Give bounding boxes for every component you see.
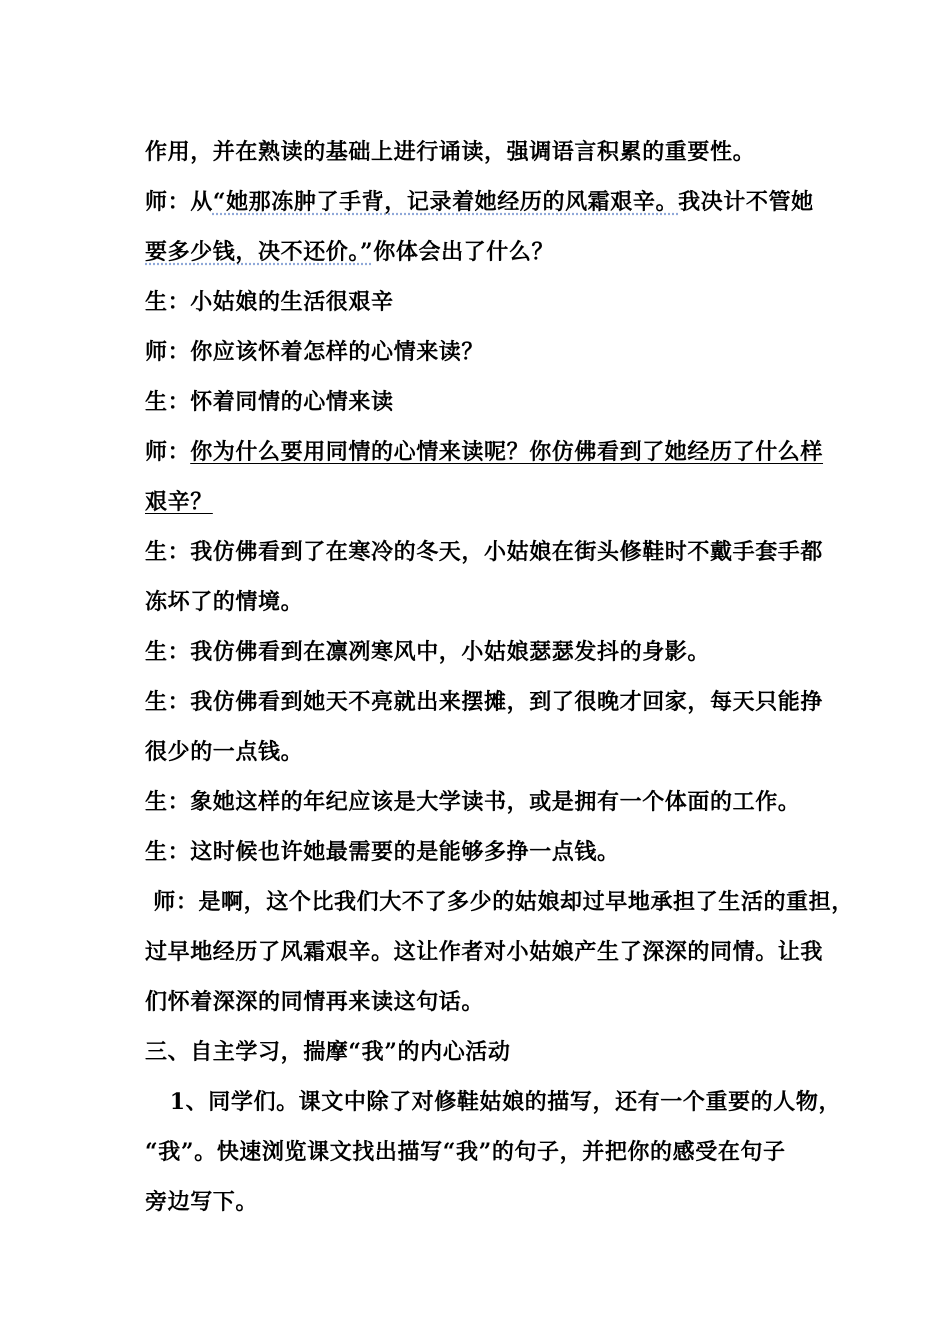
underlined-question: 艰辛？ <box>145 489 213 515</box>
text-line: 作用，并在熟读的基础上进行诵读，强调语言积累的重要性。 <box>145 139 756 165</box>
text-line: 师：是啊，这个比我们大不了多少的姑娘却过早地承担了生活的重担， <box>145 889 854 915</box>
text-line: 生：小姑娘的生活很艰辛 <box>145 289 394 315</box>
text-line: 师：从“她那冻肿了手背，记录着她经历的风霜艰辛。我决计不管她 <box>145 189 814 215</box>
text-line: 旁边写下。 <box>145 1189 259 1215</box>
text-line: 生：我仿佛看到在凛冽寒风中，小姑娘瑟瑟发抖的身影。 <box>145 639 711 665</box>
text-line: 师：你为什么要用同情的心情来读呢？你仿佛看到了她经历了什么样 <box>145 439 824 465</box>
section-heading: 三、自主学习，揣摩“我”的内心活动 <box>145 1039 511 1065</box>
text-line: 很少的一点钱。 <box>145 739 304 765</box>
text-line: 生：象她这样的年纪应该是大学读书，或是拥有一个体面的工作。 <box>145 789 801 815</box>
text-line: 1、同学们。课文中除了对修鞋姑娘的描写，还有一个重要的人物， <box>145 1089 842 1115</box>
text-line: “我”。快速浏览课文找出描写“我”的句子，并把你的感受在句子 <box>145 1139 786 1165</box>
text-line: 过早地经历了风霜艰辛。这让作者对小姑娘产生了深深的同情。让我 <box>145 939 824 965</box>
text-line: 师：你应该怀着怎样的心情来读？ <box>145 339 485 365</box>
text-line: 要多少钱，决不还价。”你体会出了什么？ <box>145 239 555 265</box>
marked-quote: 要多少钱，决不还价。” <box>145 239 374 265</box>
text-line: 生：我仿佛看到她天不亮就出来摆摊，到了很晚才回家，每天只能挣 <box>145 689 824 715</box>
text-line: 冻坏了的情境。 <box>145 589 304 615</box>
text-line: 生：我仿佛看到了在寒冷的冬天，小姑娘在街头修鞋时不戴手套手都 <box>145 539 824 565</box>
marked-quote: “她那冻肿了手背，记录着她经历的风霜艰辛。 <box>212 189 679 215</box>
text-line: 们怀着深深的同情再来读这句话。 <box>145 989 485 1015</box>
text-line: 生：怀着同情的心情来读 <box>145 389 394 415</box>
text-line <box>145 487 213 517</box>
text-line: 生：这时候也许她最需要的是能够多挣一点钱。 <box>145 839 620 865</box>
underlined-question: 你为什么要用同情的心情来读呢？你仿佛看到了她经历了什么样 <box>190 439 824 465</box>
